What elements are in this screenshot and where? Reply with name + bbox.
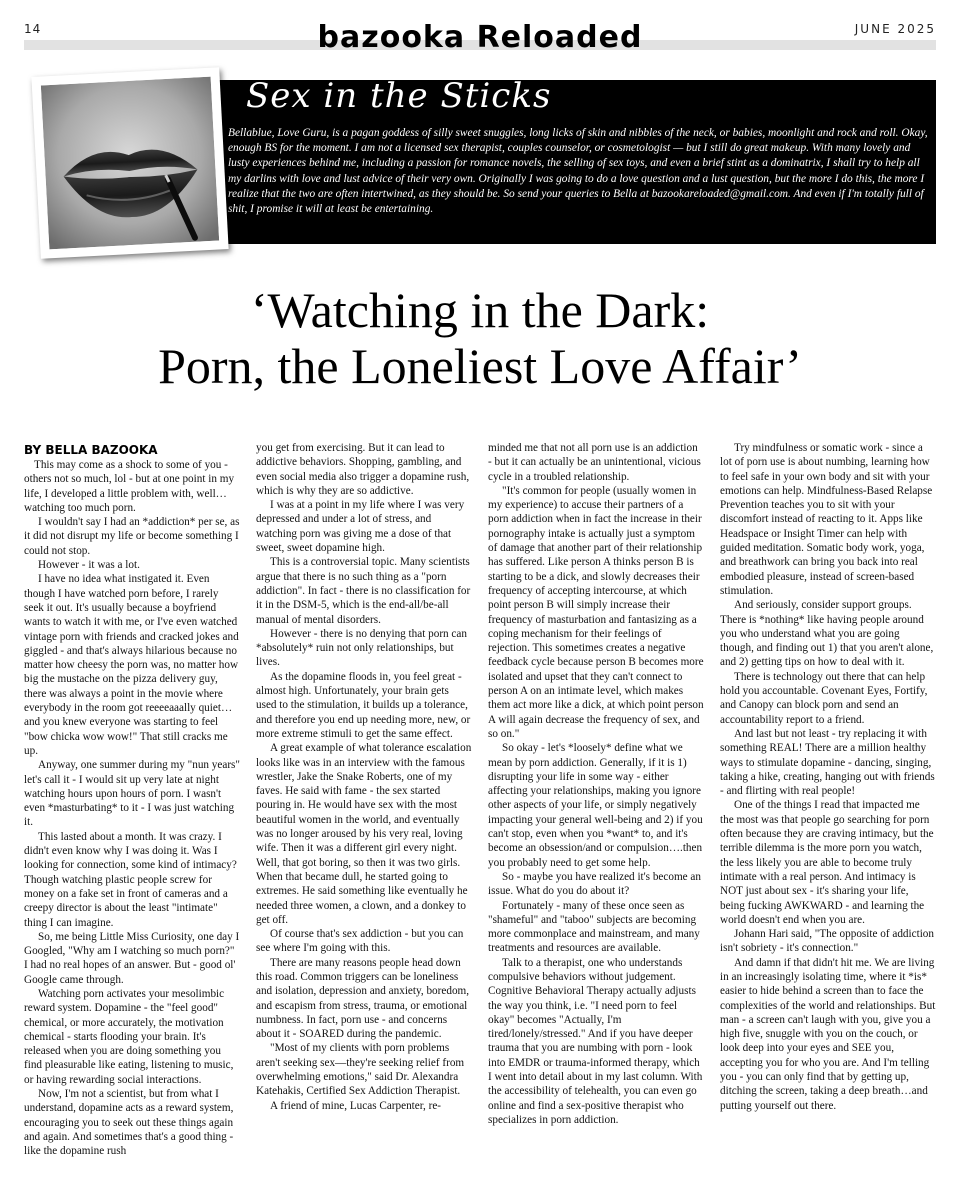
paragraph: Anyway, one summer during my "nun years" let's call it - I would sit up very late at night watching hours upon hours of porn. I wasn't even *masturbating* to it - I was just watching it.	[24, 759, 240, 829]
paragraph: I have no idea what instigated it. Even though I have watched porn before, I rarely seek it out. It's usually because a boyfriend wants to watch it with me, or I've even watched vintage porn with friends and cracked jokes and giggled - and that's always hilarious because no matter how cheesy the porn was, no matter how big the mustache on the pizza delivery guy, there was always a point in the movie where everybody in the room got reeeeaaally quiet…and you knew everyone was starting to feel "bow chicka wow wow!" That still cracks me up.	[24, 573, 239, 757]
article-column-2	[256, 441, 472, 1113]
paragraph: A friend of mine, Lucas Carpenter, re-	[270, 1099, 442, 1112]
paragraph: This lasted about a month. It was crazy. I didn't even know why I was doing it. Was I looking for connection, some kind of intimacy? Though watching plastic people screw for money on a fake set in front of cameras and a creepy director is about the least "intimate" thing I can imagine.	[24, 830, 237, 929]
paragraph: So, me being Little Miss Curiosity, one day I Googled, "Why am I watching so much porn?" I had no real hopes of an answer. But - good ol' Google came through.	[24, 930, 240, 986]
column-intro: Bellablue, Love Guru, is a pagan goddess of silly sweet snuggles, long licks of skin and nibbles of the neck, or babies, moonlight and rock and roll. Okay, enough BS for the moment. I am not a licensed sex therapist, couples counselor, or cosmetologist — but I still do great makeup. With many lovely and lusty experiences behind me, including a passion for romance novels, the selling of sex toys, and even a brief stint as a dominatrix, I shall try to help all my darlins with love and lust advice of their very own. Originally I was going to do a love question and a lust question, but the more I do this, the more I realize that the two are often intertwined, as they should be. So send your queries to Bella at bazookareloaded@gmail.com. And even if I'm totally full of shit, I promise it will at least be entertaining.	[228, 127, 928, 216]
paragraph: This may come as a shock to some of you - others not so much, lol - but at one point in my life, I developed a little problem with, well…watching too much porn.	[24, 459, 235, 514]
paragraph: Fortunately - many of these once seen as "shameful" and "taboo" subjects are becoming more commonplace and mainstream, and many treatments and resources are available.	[488, 899, 700, 955]
paragraph: However - there is no denying that porn can *absolutely* ruin not only relationships, but lives.	[256, 627, 467, 669]
article-column-3	[488, 441, 704, 1127]
page-number: 14	[24, 22, 42, 36]
byline: BY BELLA BAZOOKA	[24, 443, 158, 457]
paragraph: minded me that not all porn use is an addiction - but it can actually be an unintentional, vicious cycle in a troubled relationship.	[488, 442, 701, 483]
paragraph: And damn if that didn't hit me. We are living in an increasingly isolating time, where it *is* easier to hide behind a screen than to face the complexities of the world and relationships. But man - a screen can't laugh with you, give you a high five, snuggle with you on the couch, or look deep into your eyes and SEE you, accepting you for who you are. And I'm telling you - you can only find that by getting up, ditching the screen, taking a deep breath…and putting yourself out there.	[720, 956, 936, 1112]
paragraph: I wouldn't say I had an *addiction* per se, as it did not disrupt my life or become something I could not stop.	[24, 516, 240, 557]
paragraph: Watching porn activates your mesolimbic reward system. Dopamine - the "feel good" chemical, or more accurately, the motivation chemical - starts flooding your brain. It's released when you are doing something you find pleasurable like eating, listening to music, or having rewarding social interactions.	[24, 987, 234, 1086]
paragraph: "It's common for people (usually women in my experience) to accuse their partners of a porn addiction when in fact the increase in their pornography intake is actually just a symptom of damage that another part of their relationship has suffered. Like person A thinks person B is starting to be a dick, and slowly decreases their frequency of accepting intercourse, at which point person B will simply increase their frequency of masturbation and fantasizing as a coping mechanism for their feelings of rejection. This sometimes creates a negative feedback cycle because person B becomes more isolated and upset that they can't connect to person A on an intimate level, which makes them act more like a dick, at which point person A will again decrease the frequency of sex, and so on."	[488, 484, 704, 740]
paragraph: Try mindfulness or somatic work - since a lot of porn use is about numbing, learning how to feel safe in your own body and sit with your emotions can help. Mindfulness-Based Relapse Prevention teaches you to sit with your discomfort instead of reacting to it. Apps like Headspace or Insight Timer can help with guided meditation. Somatic body work, yoga, and breathwork can bring you back into real embodied pleasure, instead of screen-based stimulation.	[720, 442, 933, 597]
paragraph: However - it was a lot.	[38, 559, 140, 572]
headline-line-2: Porn, the Loneliest Love Affair’	[158, 338, 802, 394]
article-column-4	[720, 441, 936, 1113]
paragraph: And last but not least - try replacing it with something REAL! There are a million healthy ways to stimulate dopamine - dancing, singing, taking a hike, creating, hanging out with friends - and flirting with real people!	[720, 727, 935, 798]
paragraph: you get from exercising. But it can lead to addictive behaviors. Shopping, gambling, and even social media also trigger a dopamine rush, which is why they are so addictive.	[256, 442, 470, 497]
paragraph: So - maybe you have realized it's become an issue. What do you do about it?	[488, 870, 701, 898]
paragraph: As the dopamine floods in, you feel great - almost high. Unfortunately, your brain gets used to the stimulation, it builds up a tolerance, and therefore you end up needing more, new, or more extreme stimuli to get the same effect.	[256, 670, 471, 740]
paragraph: And seriously, consider support groups. There is *nothing* like having people around you who understand what you are going though, and finding out 1) that you aren't alone, and 2) getting tips on how to deal with it.	[720, 599, 934, 669]
paragraph: I was at a point in my life where I was very depressed and under a lot of stress, and watching porn was giving me a dose of that sweet, sweet dopamine high.	[256, 499, 465, 555]
paragraph: Talk to a therapist, one who understands compulsive behaviors without judgement. Cognitive Behavioral Therapy actually adjusts the way you think, i.e. "I need porn to feel okay" becomes "Actually, I'm tired/lonely/stressed." And if you have deeper trauma that you are numbing with porn - look into EMDR or trauma-informed therapy, which I went into detail about in my last column. With the accessibility of telehealth, you can even go online and find a sex-positive therapist who specializes in porn addiction.	[488, 956, 703, 1126]
article-column-1	[24, 458, 240, 1159]
paragraph: "Most of my clients with porn problems aren't seeking sex—they're seeking relief from overwhelming emotions," said Dr. Alexandra Katehakis, Certified Sex Addiction Therapist.	[256, 1042, 465, 1098]
masthead-logo: bazooka Reloaded	[317, 20, 643, 55]
lips-photo	[31, 67, 228, 259]
article-headline	[0, 282, 960, 394]
paragraph: So okay - let's *loosely* define what we mean by porn addiction. Generally, if it is 1) disrupting your life in some way - either affecting your relationships, making you ignore other aspects of your life, or simply negatively impacting your general well-being and 2) if you can't stop, even when you *want* to, and it's become an obsession/and or compulsion….then you probably need to get some help.	[488, 742, 703, 869]
paragraph: A great example of what tolerance escalation looks like was in an interview with the famous wrestler, Jake the Snake Roberts, one of my faves. He said with fame - the sex started pouring in. He would have sex with the most beautiful women in the world, and eventually was no longer aroused by his very real, loving wife. Then it was a different girl every night. Well, that got boring, so then it was two girls. When that became dull, he started going to extremes. He said something like eventually he needed three women, a clown, and a donkey to get off.	[256, 742, 472, 926]
issue-date: JUNE 2025	[854, 22, 936, 36]
paragraph: There is technology out there that can help hold you accountable. Covenant Eyes, Fortify, and Canopy can block porn and send an accountability report to a friend.	[720, 670, 928, 726]
headline-line-1: ‘Watching in the Dark:	[250, 282, 710, 338]
paragraph: Now, I'm not a scientist, but from what I understand, dopamine acts as a reward system, encouraging you to seek out these things again and again. And sometimes that's a good thing - like the dopamine rush	[24, 1088, 234, 1158]
lips-with-pen-icon	[41, 77, 219, 250]
paragraph: Johann Hari said, "The opposite of addiction isn't sobriety - it's connection."	[720, 928, 934, 955]
column-title: Sex in the Sticks	[246, 76, 552, 116]
paragraph: This is a controversial topic. Many scientists argue that there is no such thing as a "porn addiction". In fact - there is no classification for it in the DSM-5, which is the end-all/be-all manual of mental disorders.	[256, 556, 471, 626]
paragraph: One of the things I read that impacted me the most was that people go searching for porn often because they are craving intimacy, but the terrible dilemma is the more porn you watch, the less likely you are able to become truly intimate with a real person. And intimacy is NOT just about sex - it's sharing your life, being fucking AWKWARD - and learning the world doesn't end when you are.	[720, 799, 934, 926]
paragraph: There are many reasons people head down this road. Common triggers can be loneliness and isolation, depression and anxiety, boredom, and escapism from stress, trauma, or emotional numbness. In fact, porn use - and concerns about it - SOARED during the pandemic.	[256, 956, 470, 1041]
paragraph: Of course that's sex addiction - but you can see where I'm going with this.	[256, 928, 464, 955]
